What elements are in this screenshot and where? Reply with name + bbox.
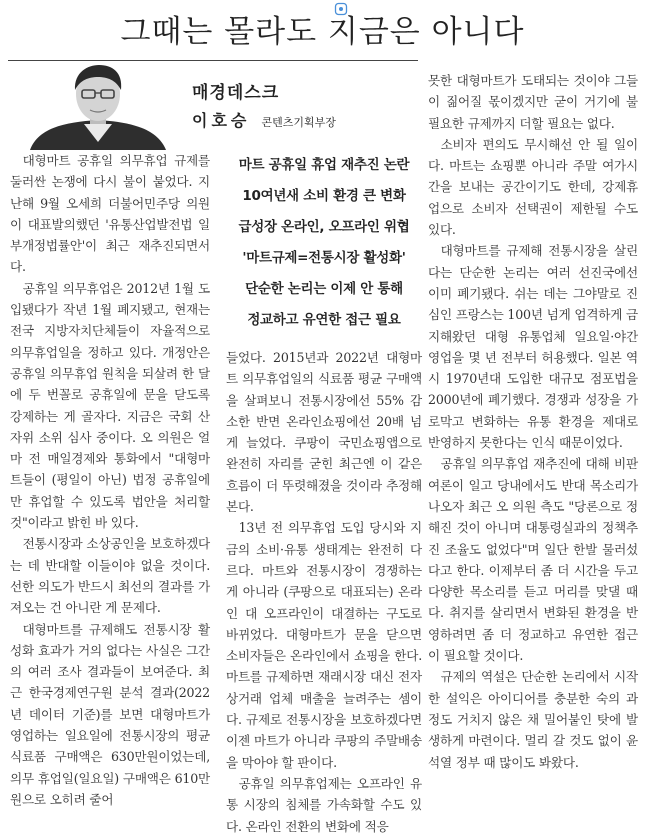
- paragraph: 못한 대형마트가 도태되는 것이야 그들이 짊어질 몫이겠지만 굳이 거기에 불필요한 규제까지 더할 필요는 없다.: [428, 73, 638, 131]
- article-column-2: [226, 347, 422, 837]
- paragraph: 규제의 역설은 단순한 논리에서 시작한 설익은 아이디어를 충분한 숙의 과정도 거치지 않은 채 밀어붙인 탓에 발생하게 마련이다. 멀리 갈 것도 없이 윤석열 정부 때 많이도 봐왔다.: [428, 669, 638, 770]
- pull-quote-line: '마트규제=전통시장 활성화': [242, 250, 406, 266]
- author-photo: [10, 62, 180, 150]
- pull-quote: [226, 150, 422, 336]
- article-column-1: [10, 150, 210, 810]
- article-column-3: [428, 70, 638, 773]
- paragraph: 대형마트 공휴일 의무휴업 규제를 둘러싼 논쟁에 다시 불이 붙었다. 지난해 9월 오세희 더불어민주당 의원이 대표발의했던 '유통산업발전법 일부개정법률안'이 최근 재추진되면서다.: [10, 153, 210, 275]
- pull-quote-line: 단순한 논리는 이제 안 통해: [245, 281, 403, 297]
- paragraph: 공휴일 의무휴업 재추진에 대해 비판 여론이 일고 당내에서도 반대 목소리가 나오자 최근 오 의원 측도 "당론으로 정해진 것이 아니며 대통령실과의 정책추진 조율도 없었다"며 일단 한발 물러섰다고 한다. 이제부터 좀 더 시간을 두고 다양한 목소리를 듣고 머리를 맞댈 때다. 취지를 살리면서 변화된 환경을 반영하려면 좀 더 정교하고 유연한 접근이 필요할 것이다.: [428, 456, 638, 664]
- paragraph: 전통시장과 소상공인을 보호하겠다는 데 반대할 이들이야 없을 것이다. 선한 의도가 반드시 최선의 결과를 가져오는 건 아니란 게 문제다.: [10, 536, 210, 616]
- pull-quote-line: 10여년새 소비 환경 큰 변화: [242, 188, 406, 204]
- column-label: 매경데스크: [192, 83, 280, 103]
- top-divider: [8, 60, 418, 61]
- author-byline: [192, 108, 336, 131]
- author-title: 콘텐츠기획부장: [261, 116, 336, 129]
- paragraph: 소비자 편의도 무시해선 안 될 일이다. 마트는 쇼핑뿐 아니라 주말 여가시간을 보내는 공간이기도 한데, 강제휴업으로 소비자 선택권이 제한될 수도 있다.: [428, 136, 638, 238]
- author-name: 이호승: [192, 111, 251, 130]
- paragraph: 들었다. 2015년과 2022년 대형마트 의무휴업일의 식료품 평균 구매액을 살펴보니 전통시장에선 55% 감소한 반면 온라인쇼핑에선 20배 넘게 늘었다. 쿠팡이 국민쇼핑앱으로 완전히 자리를 굳힌 최근엔 이 같은 흐름이 더 뚜렷해졌을 것이라 추정해본다.: [226, 350, 422, 515]
- paragraph: 공휴일 의무휴업제는 오프라인 유통 시장의 침체를 가속화할 수도 있다. 온라인 전환의 변화에 적응: [226, 775, 422, 834]
- pull-quote-line: 정교하고 유연한 접근 필요: [247, 312, 401, 328]
- paragraph: 대형마트를 규제해 전통시장을 살린다는 단순한 논리는 여러 선진국에선 이미 폐기됐다. 쉬는 데는 그야말로 진심인 프랑스는 100년 넘게 엄격하게 금지해왔던 대형 유통업체 일요일·야간 영업을 몇 년 전부터 허용했다. 일본 역시 1970년대 도입한 대규모 점포법을 2000년에 폐기했다. 경쟁과 성장을 가로막고 변화하는 유통 환경을 제대로 반영하지 못한다는 인식 때문이었다.: [428, 243, 638, 451]
- pull-quote-line: 급성장 온라인, 오프라인 위협: [238, 219, 410, 235]
- paragraph: 공휴일 의무휴업은 2012년 1월 도입됐다가 작년 1월 폐지됐고, 현재는 전국 지방자치단체들이 자율적으로 의무휴업일을 정하고 있다. 개정안은 공휴일 의무휴업 원칙을 되살려 한 달에 두 번꼴로 공휴일에 문을 닫도록 강제하는 게 골자다. 지금은 국회 산자위 소위 심사 중이다. 오 의원은 얼마 전 매일경제와 통화에서 "대형마트들이 (평일이 아닌) 법정 공휴일에만 휴업할 수 있도록 법안을 처리할 것"이라고 밝힌 바 있다.: [10, 280, 210, 531]
- paragraph: 대형마트를 규제해도 전통시장 활성화 효과가 거의 없다는 사실은 그간의 여러 조사 결과들이 보여준다. 최근 한국경제연구원 분석 결과(2022년 데이터 기준)를 보면 대형마트가 영업하는 일요일에 전통시장의 평균 식료품 구매액은 630만원이었는데, 의무 휴업일(일요일) 구매액은 610만원으로 오히려 줄어: [10, 621, 210, 807]
- paragraph: 13년 전 의무휴업 도입 당시와 지금의 소비·유통 생태계는 완전히 다르다. 마트와 전통시장이 경쟁하는 게 아니라 (쿠팡으로 대표되는) 온라인 대 오프라인이 대결하는 구도로 바뀌었다. 대형마트가 문을 닫으면 소비자들은 온라인에서 쇼핑을 한다. 마트를 규제하면 재래시장 대신 전자상거래 업체 매출을 늘려주는 셈이다. 규제로 전통시장을 보호하겠다면 이젠 마트가 아니라 쿠팡의 주말배송을 막아야 할 판이다.: [226, 520, 422, 770]
- pull-quote-line: 마트 공휴일 휴업 재추진 논란: [238, 157, 410, 173]
- headline: 그때는 몰라도 지금은 아니다: [120, 14, 525, 50]
